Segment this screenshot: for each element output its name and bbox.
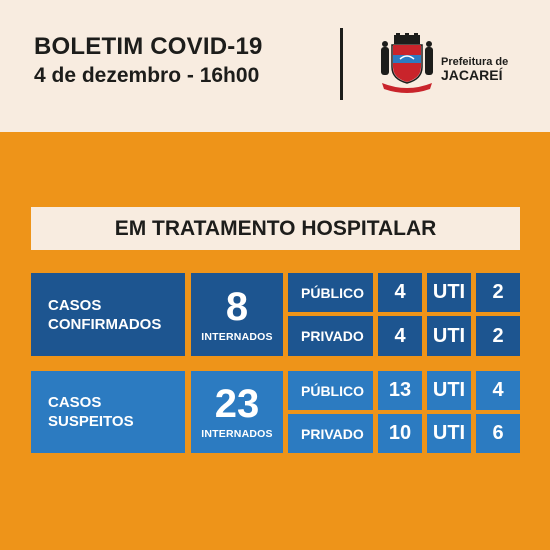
confirmed-private-uti-value: 2: [476, 316, 520, 356]
section-title-bar: [31, 207, 520, 250]
header-divider: [340, 28, 343, 100]
confirmed-cases-label: [31, 273, 185, 356]
confirmed-hospitalized-count: [191, 273, 283, 356]
confirmed-public-sector: PÚBLICO: [288, 273, 373, 312]
confirmed-label-line1: CASOS: [48, 296, 102, 314]
suspected-private-value: 10: [378, 414, 422, 453]
confirmed-label-line2: CONFIRMADOS: [48, 315, 162, 333]
confirmed-public-uti-label: UTI: [427, 273, 471, 312]
confirmed-count-label: INTERNADOS: [201, 330, 273, 343]
suspected-public-uti-value: 4: [476, 371, 520, 410]
city-coat-of-arms-icon: [378, 33, 436, 95]
suspected-public-value: 13: [378, 371, 422, 410]
bulletin-date: 4 de dezembro - 16h00: [34, 64, 260, 87]
suspected-count-number: 23: [214, 382, 260, 426]
suspected-private-uti-label: UTI: [427, 414, 471, 453]
suspected-private-sector: PRIVADO: [288, 414, 373, 453]
confirmed-private-value: 4: [378, 316, 422, 356]
confirmed-count-number: 8: [225, 284, 249, 329]
suspected-count-label: INTERNADOS: [201, 428, 273, 440]
suspected-label-line2: SUSPEITOS: [48, 413, 134, 430]
logo-text-city: JACAREÍ: [441, 67, 503, 83]
suspected-private-uti-value: 6: [476, 414, 520, 453]
suspected-hospitalized-count: [191, 371, 283, 453]
confirmed-private-sector: PRIVADO: [288, 316, 373, 356]
confirmed-public-uti-value: 2: [476, 273, 520, 312]
confirmed-public-value: 4: [378, 273, 422, 312]
header-banner: [0, 0, 550, 132]
suspected-public-sector: PÚBLICO: [288, 371, 373, 410]
logo-text-prefeitura: Prefeitura de: [441, 56, 509, 68]
suspected-label-line1: CASOS: [48, 394, 102, 411]
suspected-public-uti-label: UTI: [427, 371, 471, 410]
confirmed-private-uti-label: UTI: [427, 316, 471, 356]
suspected-cases-label: [31, 371, 185, 453]
section-title: EM TRATAMENTO HOSPITALAR: [114, 216, 437, 240]
bulletin-title: BOLETIM COVID-19: [34, 33, 263, 60]
